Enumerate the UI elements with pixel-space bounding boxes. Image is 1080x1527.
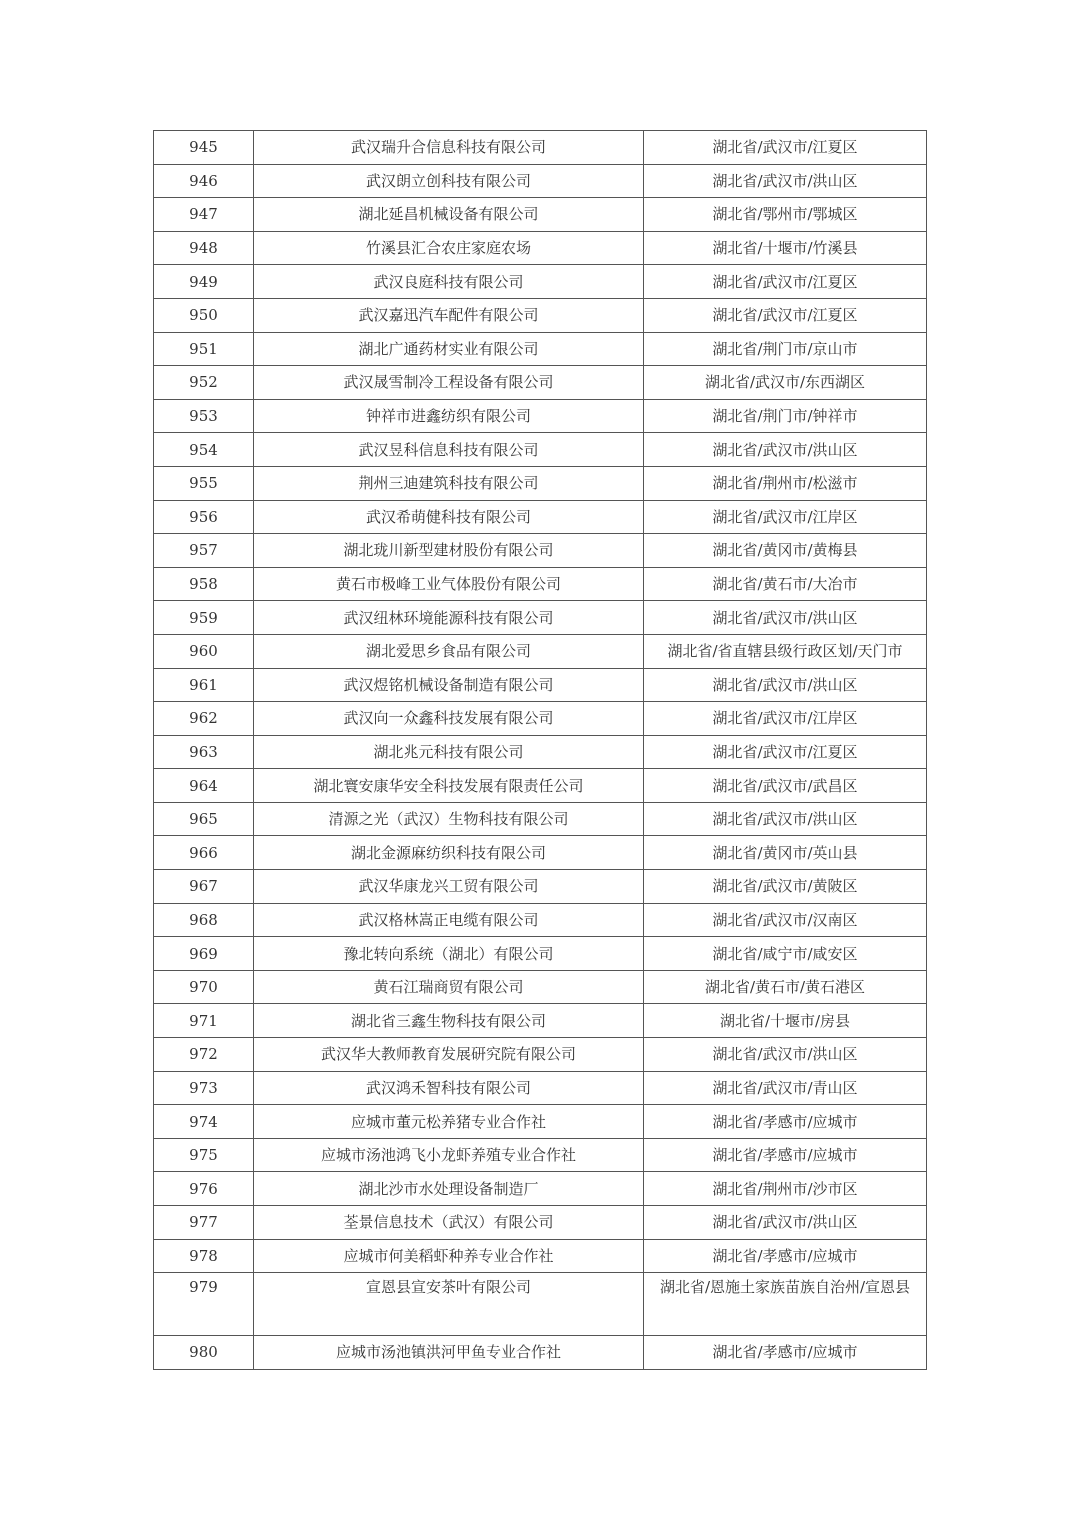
table-row <box>154 903 927 937</box>
company-region: 湖北省/荆门市/钟祥市 <box>644 399 927 433</box>
company-name: 竹溪县汇合农庄家庭农场 <box>254 231 644 265</box>
company-name: 武汉华大教师教育发展研究院有限公司 <box>254 1038 644 1072</box>
row-number: 973 <box>154 1071 254 1105</box>
company-name: 武汉嘉迅汽车配件有限公司 <box>254 298 644 332</box>
company-name: 豫北转向系统（湖北）有限公司 <box>254 937 644 971</box>
row-number: 951 <box>154 332 254 366</box>
table-row <box>154 634 927 668</box>
row-number: 950 <box>154 298 254 332</box>
company-region: 湖北省/十堰市/房县 <box>644 1004 927 1038</box>
company-region: 湖北省/武汉市/洪山区 <box>644 164 927 198</box>
row-number: 974 <box>154 1105 254 1139</box>
company-name: 武汉纽林环境能源科技有限公司 <box>254 601 644 635</box>
row-number: 945 <box>154 131 254 165</box>
row-number: 980 <box>154 1336 254 1370</box>
company-name: 湖北金源麻纺织科技有限公司 <box>254 836 644 870</box>
row-number: 947 <box>154 198 254 232</box>
table-row <box>154 870 927 904</box>
company-name: 武汉向一众鑫科技发展有限公司 <box>254 702 644 736</box>
table-row <box>154 1105 927 1139</box>
company-name: 黄石市极峰工业气体股份有限公司 <box>254 567 644 601</box>
table-row <box>154 1038 927 1072</box>
company-list-table <box>153 130 927 1370</box>
company-region: 湖北省/黄石市/大冶市 <box>644 567 927 601</box>
row-number: 949 <box>154 265 254 299</box>
row-number: 966 <box>154 836 254 870</box>
row-number: 960 <box>154 634 254 668</box>
company-name: 湖北延昌机械设备有限公司 <box>254 198 644 232</box>
row-number: 953 <box>154 399 254 433</box>
company-region: 湖北省/黄冈市/英山县 <box>644 836 927 870</box>
company-name: 荃景信息技术（武汉）有限公司 <box>254 1206 644 1240</box>
company-name: 武汉瑞升合信息科技有限公司 <box>254 131 644 165</box>
table-row <box>154 366 927 400</box>
table-row <box>154 1206 927 1240</box>
company-region: 湖北省/武汉市/洪山区 <box>644 433 927 467</box>
row-number: 948 <box>154 231 254 265</box>
table-row <box>154 534 927 568</box>
row-number: 976 <box>154 1172 254 1206</box>
company-name: 荆州三迪建筑科技有限公司 <box>254 466 644 500</box>
company-name: 应城市董元松养猪专业合作社 <box>254 1105 644 1139</box>
company-name: 武汉鸿禾智科技有限公司 <box>254 1071 644 1105</box>
company-region: 湖北省/武汉市/洪山区 <box>644 1038 927 1072</box>
company-region: 湖北省/恩施土家族苗族自治州/宣恩县 <box>644 1273 927 1336</box>
company-name: 湖北省三鑫生物科技有限公司 <box>254 1004 644 1038</box>
table-row <box>154 1071 927 1105</box>
row-number: 975 <box>154 1138 254 1172</box>
company-region: 湖北省/孝感市/应城市 <box>644 1239 927 1273</box>
company-region: 湖北省/省直辖县级行政区划/天门市 <box>644 634 927 668</box>
row-number: 972 <box>154 1038 254 1072</box>
company-region: 湖北省/黄石市/黄石港区 <box>644 970 927 1004</box>
table-row <box>154 265 927 299</box>
table-row <box>154 1004 927 1038</box>
company-name: 武汉朗立创科技有限公司 <box>254 164 644 198</box>
company-region: 湖北省/武汉市/江夏区 <box>644 298 927 332</box>
company-region: 湖北省/武汉市/武昌区 <box>644 769 927 803</box>
table-row <box>154 970 927 1004</box>
table-row <box>154 231 927 265</box>
row-number: 954 <box>154 433 254 467</box>
table-row <box>154 466 927 500</box>
table-row <box>154 802 927 836</box>
company-name: 武汉煜铭机械设备制造有限公司 <box>254 668 644 702</box>
company-region: 湖北省/武汉市/东西湖区 <box>644 366 927 400</box>
row-number: 967 <box>154 870 254 904</box>
company-region: 湖北省/武汉市/黄陂区 <box>644 870 927 904</box>
company-name: 武汉希萌健科技有限公司 <box>254 500 644 534</box>
company-name: 武汉良庭科技有限公司 <box>254 265 644 299</box>
company-region: 湖北省/荆州市/松滋市 <box>644 466 927 500</box>
company-name: 应城市汤池镇洪河甲鱼专业合作社 <box>254 1336 644 1370</box>
table-row <box>154 1336 927 1370</box>
company-region: 湖北省/武汉市/江夏区 <box>644 131 927 165</box>
row-number: 946 <box>154 164 254 198</box>
row-number: 958 <box>154 567 254 601</box>
company-name: 武汉昱科信息科技有限公司 <box>254 433 644 467</box>
row-number: 961 <box>154 668 254 702</box>
company-region: 湖北省/武汉市/洪山区 <box>644 1206 927 1240</box>
company-region: 湖北省/黄冈市/黄梅县 <box>644 534 927 568</box>
company-region: 湖北省/武汉市/洪山区 <box>644 668 927 702</box>
row-number: 962 <box>154 702 254 736</box>
company-region: 湖北省/十堰市/竹溪县 <box>644 231 927 265</box>
company-name: 湖北爱思乡食品有限公司 <box>254 634 644 668</box>
company-region: 湖北省/孝感市/应城市 <box>644 1336 927 1370</box>
row-number: 955 <box>154 466 254 500</box>
company-region: 湖北省/武汉市/洪山区 <box>644 802 927 836</box>
company-name: 湖北寰安康华安全科技发展有限责任公司 <box>254 769 644 803</box>
company-region: 湖北省/武汉市/江夏区 <box>644 735 927 769</box>
table-row <box>154 1273 927 1336</box>
company-region: 湖北省/孝感市/应城市 <box>644 1105 927 1139</box>
row-number: 970 <box>154 970 254 1004</box>
table-row <box>154 1239 927 1273</box>
table-row <box>154 1138 927 1172</box>
table-row <box>154 198 927 232</box>
row-number: 964 <box>154 769 254 803</box>
company-name: 湖北沙市水处理设备制造厂 <box>254 1172 644 1206</box>
table-row <box>154 937 927 971</box>
company-region: 湖北省/荆州市/沙市区 <box>644 1172 927 1206</box>
row-number: 965 <box>154 802 254 836</box>
table-row <box>154 836 927 870</box>
table-row <box>154 399 927 433</box>
table-body <box>154 131 927 1370</box>
row-number: 969 <box>154 937 254 971</box>
table-row <box>154 1172 927 1206</box>
company-name: 宣恩县宣安茶叶有限公司 <box>254 1273 644 1336</box>
table-row <box>154 735 927 769</box>
company-region: 湖北省/咸宁市/咸安区 <box>644 937 927 971</box>
table-row <box>154 433 927 467</box>
company-region: 湖北省/武汉市/江岸区 <box>644 702 927 736</box>
row-number: 968 <box>154 903 254 937</box>
row-number: 963 <box>154 735 254 769</box>
table-row <box>154 601 927 635</box>
company-name: 清源之光（武汉）生物科技有限公司 <box>254 802 644 836</box>
row-number: 957 <box>154 534 254 568</box>
row-number: 978 <box>154 1239 254 1273</box>
table-row <box>154 500 927 534</box>
table-row <box>154 769 927 803</box>
table-row <box>154 332 927 366</box>
company-region: 湖北省/武汉市/汉南区 <box>644 903 927 937</box>
company-name: 武汉格林嵩正电缆有限公司 <box>254 903 644 937</box>
company-region: 湖北省/荆门市/京山市 <box>644 332 927 366</box>
table-row <box>154 668 927 702</box>
company-region: 湖北省/武汉市/江岸区 <box>644 500 927 534</box>
company-region: 湖北省/孝感市/应城市 <box>644 1138 927 1172</box>
company-name: 湖北珑川新型建材股份有限公司 <box>254 534 644 568</box>
company-name: 应城市汤池鸿飞小龙虾养殖专业合作社 <box>254 1138 644 1172</box>
row-number: 956 <box>154 500 254 534</box>
company-name: 武汉华康龙兴工贸有限公司 <box>254 870 644 904</box>
table-row <box>154 164 927 198</box>
company-region: 湖北省/鄂州市/鄂城区 <box>644 198 927 232</box>
table-row <box>154 567 927 601</box>
company-region: 湖北省/武汉市/洪山区 <box>644 601 927 635</box>
company-name: 钟祥市进鑫纺织有限公司 <box>254 399 644 433</box>
company-name: 武汉晟雪制冷工程设备有限公司 <box>254 366 644 400</box>
row-number: 959 <box>154 601 254 635</box>
table-row <box>154 702 927 736</box>
company-region: 湖北省/武汉市/青山区 <box>644 1071 927 1105</box>
company-region: 湖北省/武汉市/江夏区 <box>644 265 927 299</box>
row-number: 979 <box>154 1273 254 1336</box>
row-number: 952 <box>154 366 254 400</box>
company-name: 湖北兆元科技有限公司 <box>254 735 644 769</box>
table-row <box>154 298 927 332</box>
table-row <box>154 131 927 165</box>
company-name: 湖北广通药材实业有限公司 <box>254 332 644 366</box>
row-number: 977 <box>154 1206 254 1240</box>
company-name: 应城市何美稻虾种养专业合作社 <box>254 1239 644 1273</box>
company-name: 黄石江瑞商贸有限公司 <box>254 970 644 1004</box>
row-number: 971 <box>154 1004 254 1038</box>
